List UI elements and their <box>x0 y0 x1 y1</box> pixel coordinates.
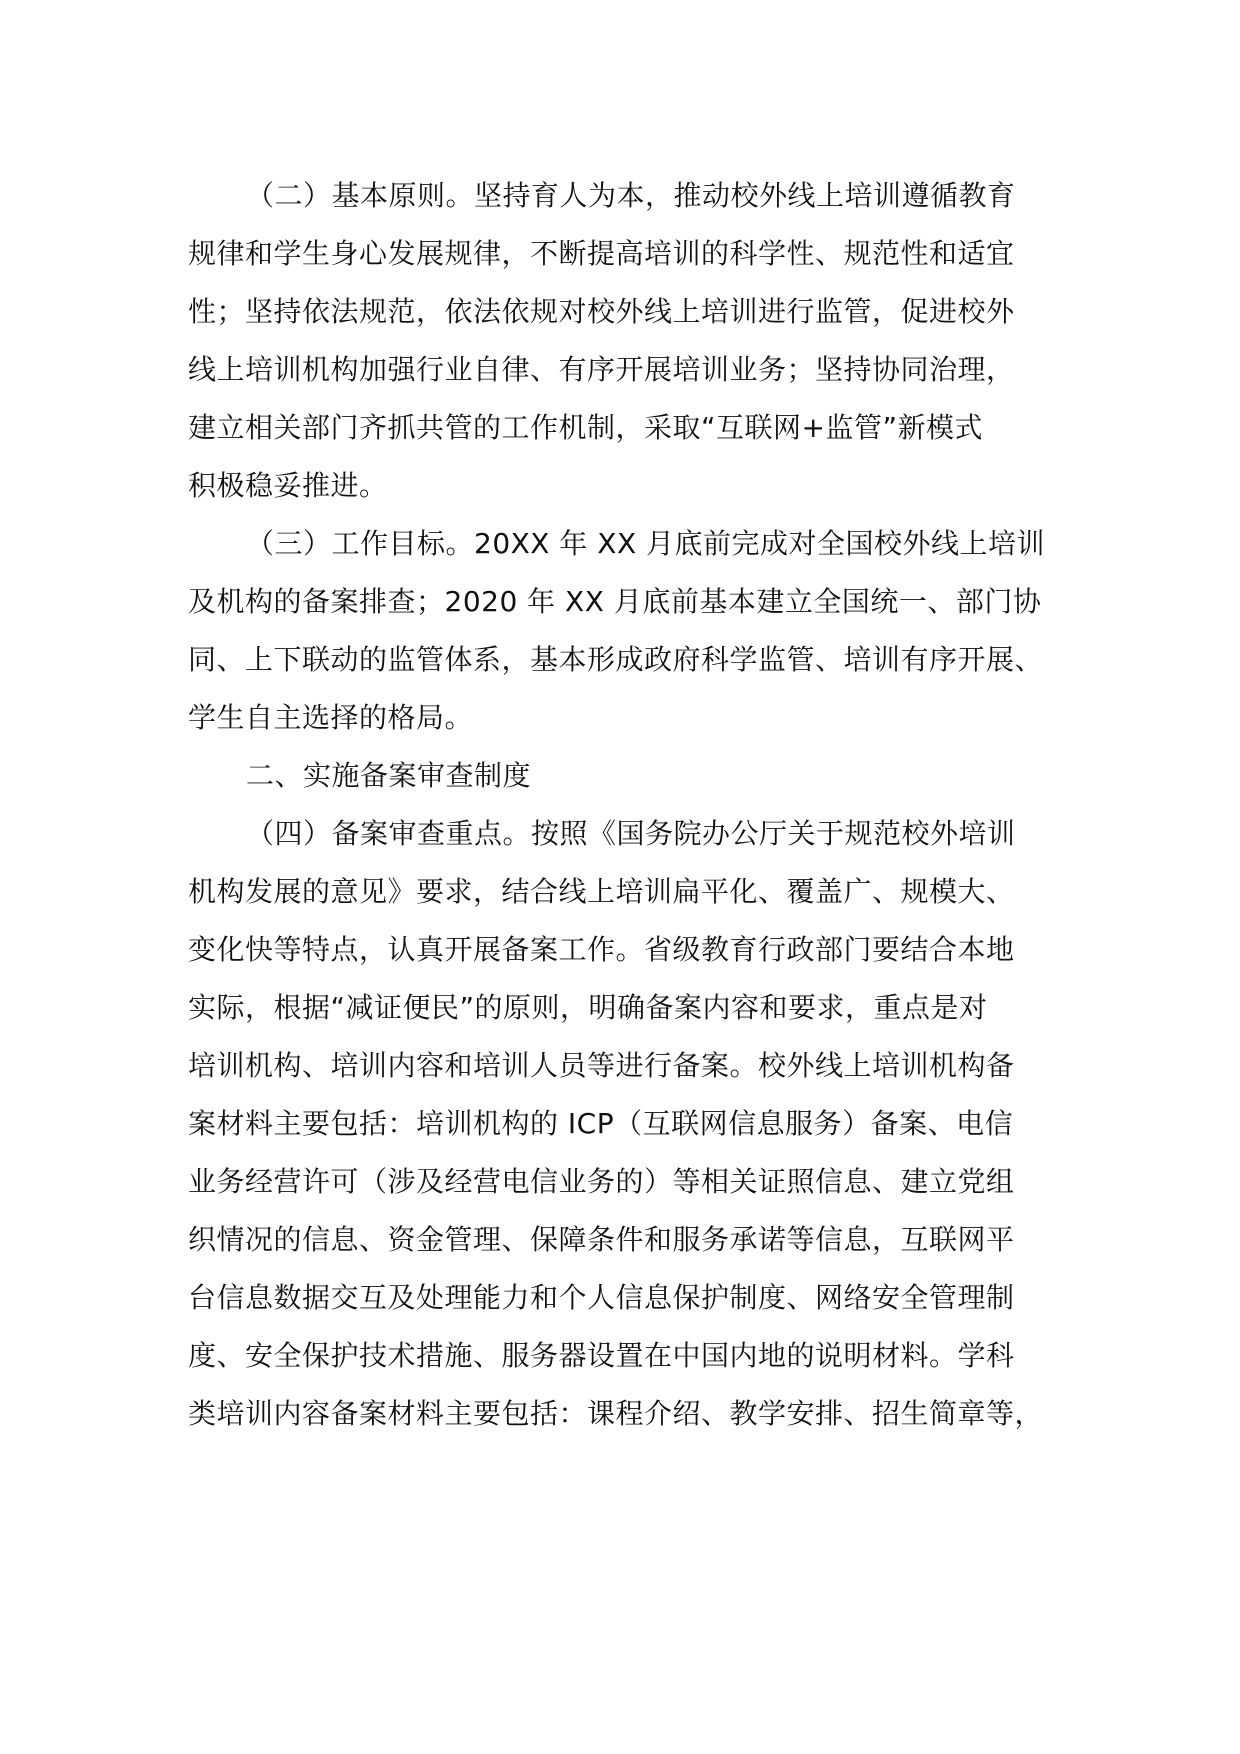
paragraph-basic-principles-line-6: 积极稳妥推进。 <box>188 469 388 502</box>
paragraph-review-focus-line-6: 案材料主要包括：培训机构的 ICP（互联网信息服务）备案、电信 <box>188 1107 1014 1140</box>
paragraph-review-focus-line-8: 织情况的信息、资金管理、保障条件和服务承诺等信息，互联网平 <box>188 1223 1015 1256</box>
paragraph-basic-principles-line-5: 建立相关部门齐抓共管的工作机制，采取“互联网+监管”新模式 <box>188 411 983 444</box>
paragraph-review-focus-line-2: 机构发展的意见》要求，结合线上培训扁平化、覆盖广、规模大、 <box>188 875 1015 908</box>
paragraph-review-focus-line-4: 实际，根据“减证便民”的原则，明确备案内容和要求，重点是对 <box>188 991 988 1024</box>
section-heading: 二、实施备案审查制度 <box>246 759 532 792</box>
paragraph-work-goals-line-2: 及机构的备案排查；2020 年 XX 月底前基本建立全国统一、部门协 <box>188 585 1042 618</box>
paragraph-work-goals-line-4: 学生自主选择的格局。 <box>188 701 474 734</box>
paragraph-review-focus-line-7: 业务经营许可（涉及经营电信业务的）等相关证照信息、建立党组 <box>188 1165 1015 1198</box>
paragraph-review-focus-line-11: 类培训内容备案材料主要包括：课程介绍、教学安排、招生简章等， <box>188 1397 1044 1430</box>
paragraph-basic-principles-line-3: 性；坚持依法规范，依法依规对校外线上培训进行监管，促进校外 <box>188 295 1015 328</box>
paragraph-basic-principles-line-4: 线上培训机构加强行业自律、有序开展培训业务；坚持协同治理， <box>188 353 1015 386</box>
paragraph-work-goals-line-3: 同、上下联动的监管体系，基本形成政府科学监管、培训有序开展、 <box>188 643 1044 676</box>
paragraph-review-focus-line-5: 培训机构、培训内容和培训人员等进行备案。校外线上培训机构备 <box>188 1049 1015 1082</box>
paragraph-review-focus-line-1: （四）备案审查重点。按照《国务院办公厅关于规范校外培训 <box>246 817 1016 850</box>
paragraph-review-focus-line-10: 度、安全保护技术措施、服务器设置在中国内地的说明材料。学科 <box>188 1339 1015 1372</box>
paragraph-review-focus-line-3: 变化快等特点，认真开展备案工作。省级教育行政部门要结合本地 <box>188 933 1015 966</box>
paragraph-basic-principles-line-2: 规律和学生身心发展规律，不断提高培训的科学性、规范性和适宜 <box>188 237 1015 270</box>
paragraph-work-goals-line-1: （三）工作目标。20XX 年 XX 月底前完成对全国校外线上培训 <box>246 527 1046 560</box>
paragraph-basic-principles-line-1: （二）基本原则。坚持育人为本，推动校外线上培训遵循教育 <box>246 179 1016 212</box>
paragraph-review-focus-line-9: 台信息数据交互及处理能力和个人信息保护制度、网络安全管理制 <box>188 1281 1015 1314</box>
